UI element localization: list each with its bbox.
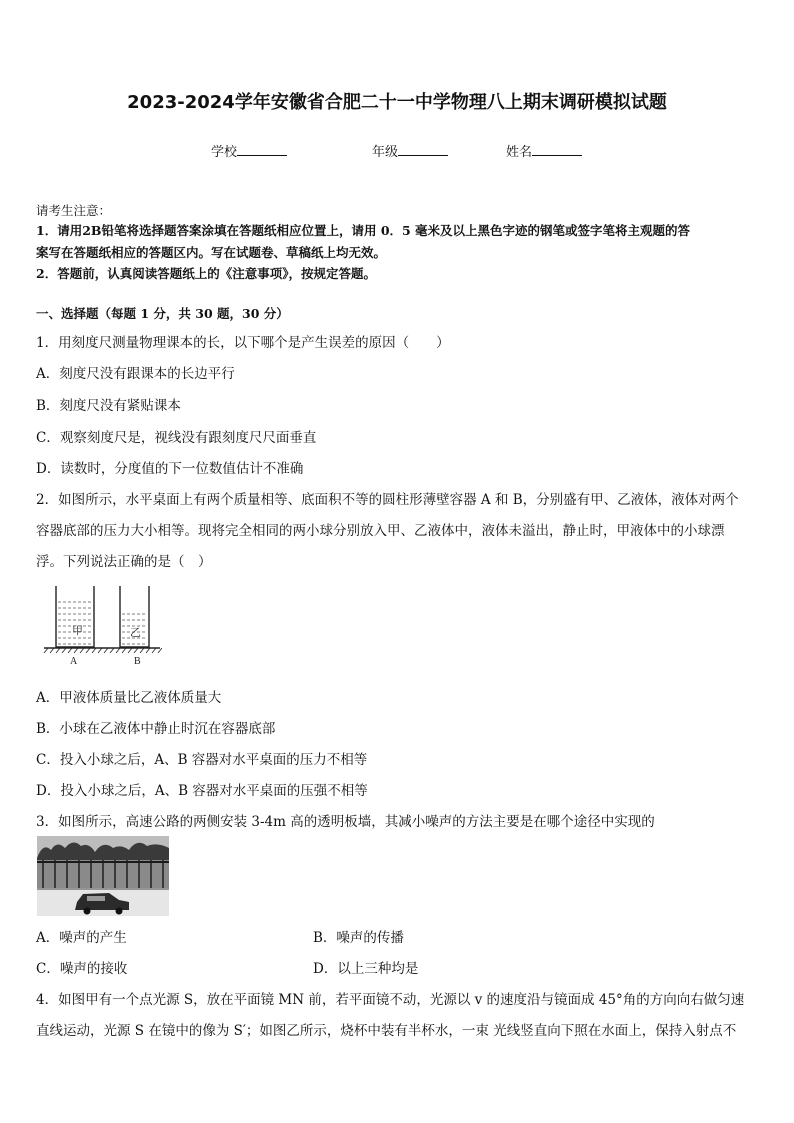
name-field bbox=[506, 141, 582, 160]
q2-stem-line-2: 容器底部的压力大小相等。现将完全相同的两小球分别放入甲、乙液体中，液体未溢出，静止时，甲液体中的小球漂 bbox=[36, 523, 725, 539]
notice-heading: 请考生注意： bbox=[36, 203, 112, 218]
q2-stem-line-3: 浮。下列说法正确的是（ ） bbox=[36, 554, 212, 570]
page-title: 2023-2024学年安徽省合肥二十一中学物理八上期末调研模拟试题 bbox=[127, 92, 667, 113]
q3-stem: 3．如图所示，高速公路的两侧安装 3-4m 高的透明板墙，其减小噪声的方法主要是在哪个途径中实现的 bbox=[36, 814, 655, 830]
school-blank bbox=[237, 142, 287, 156]
name-label: 姓名 bbox=[506, 145, 533, 160]
name-blank bbox=[532, 142, 582, 156]
grade-label: 年级 bbox=[372, 145, 399, 160]
grade-blank bbox=[398, 142, 448, 156]
q3-option-c: C．噪声的接收 bbox=[36, 961, 128, 977]
q2-option-a: A．甲液体质量比乙液体质量大 bbox=[36, 690, 222, 706]
q2-option-d: D．投入小球之后，A、B 容器对水平桌面的压强不相等 bbox=[36, 783, 368, 799]
school-field bbox=[211, 141, 287, 160]
liquid-a-label: 甲 bbox=[72, 625, 83, 637]
q2-stem-line-1: 2．如图所示，水平桌面上有两个质量相等、底面积不等的圆柱形薄壁容器 A 和 B，分别盛有甲、乙液体，液体对两个 bbox=[36, 492, 739, 508]
q4-line-2: 直线运动，光源 S 在镜中的像为 S′；如图乙所示，烧杯中装有半杯水，一束 光线竖直向下照在水面上，保持入射点不 bbox=[36, 1023, 737, 1039]
notice-item-2: 2．答题前，认真阅读答题纸上的《注意事项》，按规定答题。 bbox=[36, 266, 376, 281]
grade-field bbox=[372, 141, 448, 160]
q2-containers-figure bbox=[42, 584, 162, 668]
school-label: 学校 bbox=[211, 145, 238, 160]
q1-option-b: B．刻度尺没有紧贴课本 bbox=[36, 398, 181, 414]
q1-option-d: D．读数时，分度值的下一位数值估计不准确 bbox=[36, 461, 304, 477]
q1-option-a: A．刻度尺没有跟课本的长边平行 bbox=[36, 366, 235, 382]
container-a-label: A bbox=[70, 656, 78, 667]
container-b-label: B bbox=[134, 656, 141, 667]
q4-line-1: 4．如图甲有一个点光源 S，放在平面镜 MN 前，若平面镜不动，光源以 v 的速度沿与镜面成 45°角的方向向右做匀速 bbox=[36, 992, 745, 1008]
q2-option-c: C．投入小球之后，A、B 容器对水平桌面的压力不相等 bbox=[36, 752, 368, 768]
q3-option-d: D．以上三种均是 bbox=[313, 961, 419, 977]
q3-option-a: A．噪声的产生 bbox=[36, 930, 127, 946]
liquid-b-label: 乙 bbox=[130, 627, 141, 639]
section-heading: 一、选择题（每题 1 分，共 30 题，30 分） bbox=[36, 306, 289, 321]
highway-barrier-photo bbox=[37, 836, 169, 916]
q3-option-b: B．噪声的传播 bbox=[313, 930, 404, 946]
q1-option-c: C．观察刻度尺是，视线没有跟刻度尺尺面垂直 bbox=[36, 430, 317, 446]
notice-item-1-line-1: 1．请用2B铅笔将选择题答案涂填在答题纸相应位置上，请用 0．5 毫米及以上黑色字迹的钢笔或签字笔将主观题的答 bbox=[36, 223, 691, 238]
q2-option-b: B．小球在乙液体中静止时沉在容器底部 bbox=[36, 721, 276, 737]
notice-item-1-line-2: 案写在答题纸相应的答题区内。写在试题卷、草稿纸上均无效。 bbox=[36, 245, 387, 260]
container-a-liquid bbox=[58, 600, 92, 647]
q1-stem: 1．用刻度尺测量物理课本的长，以下哪个是产生误差的原因（ ） bbox=[36, 335, 450, 351]
